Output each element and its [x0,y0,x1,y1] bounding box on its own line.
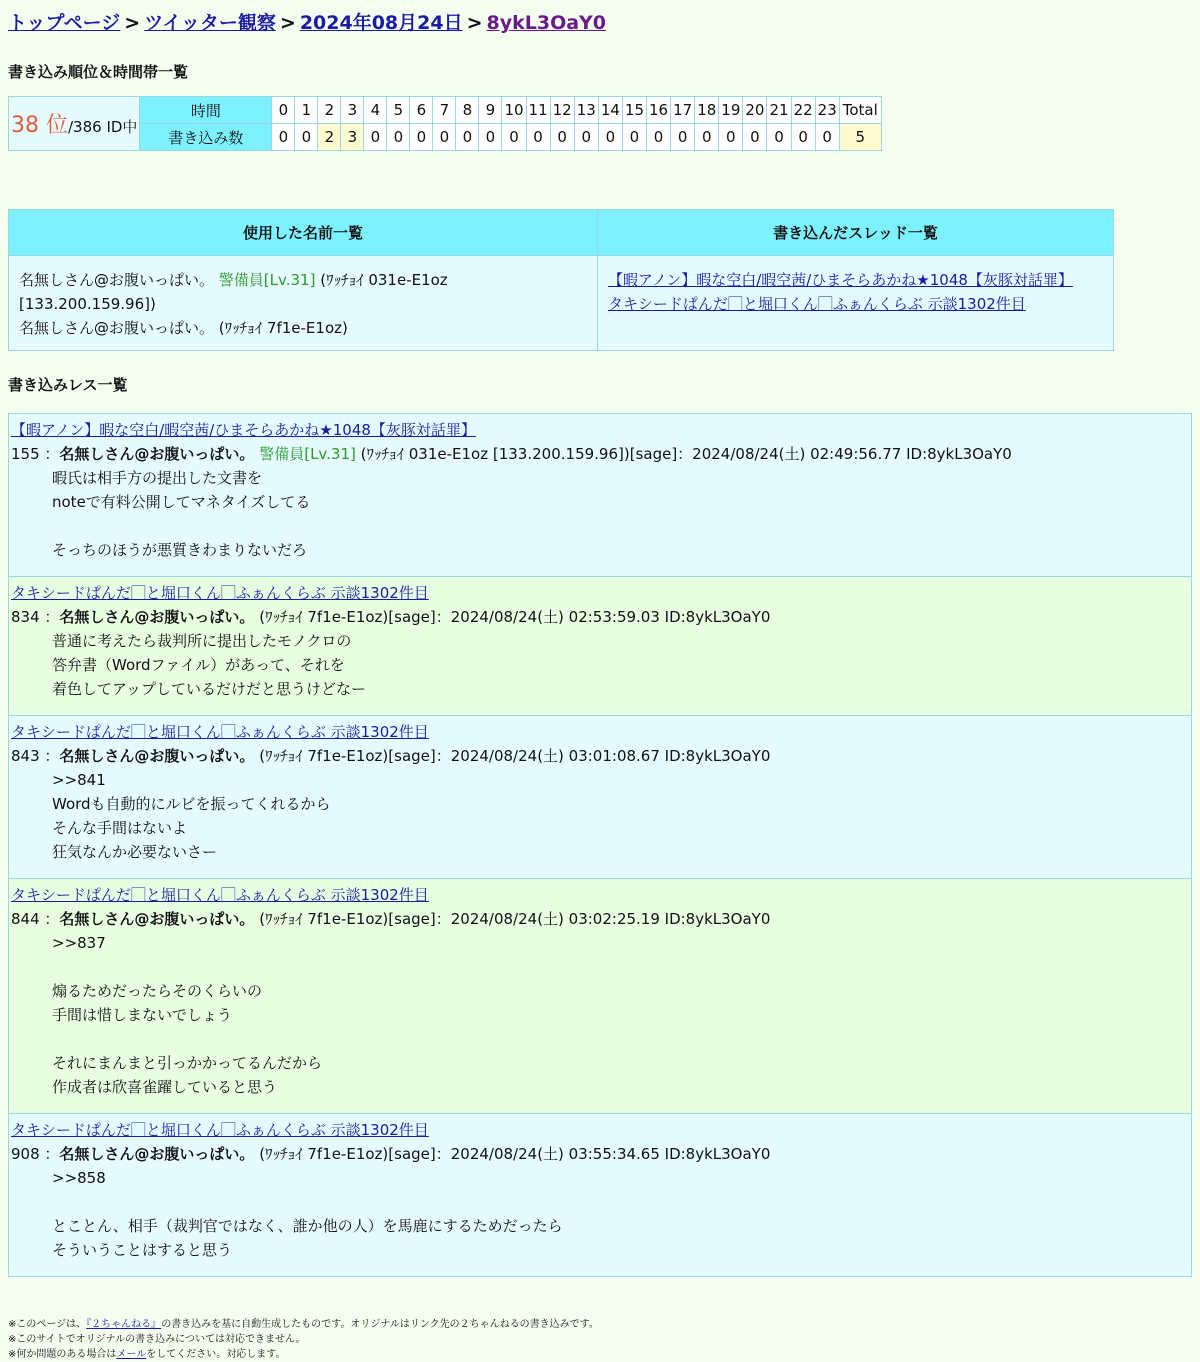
hour-cell: 1 [295,97,318,124]
post-body: >>837 煽るためだったらそのくらいの 手間は惜しまないでしょう それにまんまと引っかかってるんだから 作成者は欣喜雀躍していると思う [52,934,323,1096]
count-cell: 0 [479,124,502,151]
post-body: >>841 Wordも自動的にルビを振ってくれるから そんな手間はないよ 狂気なんか必要ないさー [52,771,331,861]
thread-link[interactable]: タキシードぱんだ⃞と堀口くん⃞ふぁんくらぶ 示談1302件目 [608,295,1026,313]
breadcrumb [8,8,1192,38]
post-number: 834 [11,608,40,626]
count-cell: 0 [410,124,433,151]
post-meta: (ﾜｯﾁｮｲ 7f1e-E1oz)[sage]：2024/08/24(土) 03:01:08.67 ID:8ykL3OaY0 [259,747,771,765]
hour-cell: 14 [598,97,622,124]
count-cell: 0 [647,124,671,151]
footer-text: ※このページは、 [8,1319,87,1330]
count-cell: 0 [598,124,622,151]
count-cell: 0 [526,124,550,151]
footer-text: をしてください。対応します。 [146,1349,286,1360]
count-cell: 0 [456,124,479,151]
post-body: >>858 とことん、相手（裁判官ではなく、誰か他の人）を馬鹿にするためだったら そういうことはすると思う [52,1169,563,1259]
footer-line [8,1317,1192,1332]
post-item: タキシードぱんだ⃞と堀口くん⃞ふぁんくらぶ 示談1302件目 834 ：名無しさん@お腹いっぱい。 (ﾜｯﾁｮｲ 7f1e-E1oz)[sage]：2024/08/24(土) 02:53:59.03 ID:8ykL3OaY0 普通に考えたら裁判所に提出したモノクロの 答弁書（Wordファイル）があって、それを 着色してアップしているだけだと思うけどなー [9,576,1191,715]
post-name: 名無しさん@お腹いっぱい。 [59,445,255,463]
breadcrumb-separator: > [466,12,483,34]
footer-line [8,1347,1192,1362]
hour-cell: 9 [479,97,502,124]
rank-total: /386 ID中 [68,118,138,136]
breadcrumb-separator: > [279,12,296,34]
post-item: タキシードぱんだ⃞と堀口くん⃞ふぁんくらぶ 示談1302件目 843 ：名無しさん@お腹いっぱい。 (ﾜｯﾁｮｲ 7f1e-E1oz)[sage]：2024/08/24(土) 03:01:08.67 ID:8ykL3OaY0 >>841 Wordも自動的にルビを振ってくれるから そんな手間はないよ 狂気なんか必要ないさー [9,715,1191,878]
breadcrumb-top-link[interactable]: トップページ [8,12,121,34]
post-meta: (ﾜｯﾁｮｲ 031e-E1oz [133.200.159.96])[sage]：2024/08/24(土) 02:49:56.77 ID:8ykL3OaY0 [360,445,1012,463]
hour-cell: 20 [743,97,767,124]
count-cell: 0 [815,124,839,151]
post-item: タキシードぱんだ⃞と堀口くん⃞ふぁんくらぶ 示談1302件目 908 ：名無しさん@お腹いっぱい。 (ﾜｯﾁｮｲ 7f1e-E1oz)[sage]：2024/08/24(土) 03:55:34.65 ID:8ykL3OaY0 >>858 とことん、相手（裁判官ではなく、誰か他の人）を馬鹿にするためだったら そういうことはすると思う [9,1113,1191,1276]
count-cell: 0 [387,124,410,151]
count-label: 書き込み数 [140,124,272,151]
footer-2ch-link[interactable]: 『２ちゃんねる』 [86,1319,162,1330]
post-number: 843 [11,747,40,765]
poster-name: 名無しさん@お腹いっぱい。 [19,271,215,289]
ranking-table [8,96,882,151]
poster-name: 名無しさん@お腹いっぱい。 [19,319,215,337]
post-number: 844 [11,910,40,928]
post-item: タキシードぱんだ⃞と堀口くん⃞ふぁんくらぶ 示談1302件目 844 ：名無しさん@お腹いっぱい。 (ﾜｯﾁｮｲ 7f1e-E1oz)[sage]：2024/08/24(土) 03:02:25.19 ID:8ykL3OaY0 >>837 煽るためだったらそのくらいの 手間は惜しまないでしょう それにまんまと引っかかってるんだから 作成者は欣喜雀躍していると思う [9,878,1191,1113]
post-thread-link[interactable]: タキシードぱんだ⃞と堀口くん⃞ふぁんくらぶ 示談1302件目 [11,886,429,904]
thread-link[interactable]: 【暇アノン】暇な空白/暇空茜/ひまそらあかね★1048【灰豚対話罪】 [608,271,1073,289]
hour-cell: 23 [815,97,839,124]
level-badge: 警備員[Lv.31] [259,445,356,463]
count-cell: 0 [364,124,387,151]
post-name: 名無しさん@お腹いっぱい。 [59,608,255,626]
post-name: 名無しさん@お腹いっぱい。 [59,1145,255,1163]
count-cell: 3 [341,124,364,151]
count-cell: 0 [767,124,791,151]
footer-text: の書き込みを基に自動生成したものです。オリジナルはリンク先の２ちゃんねるの書き込みです。 [161,1319,599,1330]
count-cell: 0 [433,124,456,151]
name-entry [19,268,587,316]
post-name: 名無しさん@お腹いっぱい。 [59,747,255,765]
ranking-heading: 書き込み順位＆時間帯一覧 [8,63,189,81]
rank-value: 38 位 [11,113,68,138]
count-cell: 0 [791,124,815,151]
count-cell: 0 [622,124,646,151]
post-thread-link[interactable]: タキシードぱんだ⃞と堀口くん⃞ふぁんくらぶ 示談1302件目 [11,723,429,741]
count-cell: 0 [574,124,598,151]
count-cell: 0 [550,124,574,151]
post-number: 908 [11,1145,40,1163]
hour-cell: 13 [574,97,598,124]
hour-cell: 2 [318,97,341,124]
hour-cell: 15 [622,97,646,124]
footer-text: ※何か問題のある場合は [8,1349,117,1360]
hour-cell: 4 [364,97,387,124]
hour-cell: 6 [410,97,433,124]
breadcrumb-separator: > [124,12,141,34]
poster-info: (ﾜｯﾁｮｲ 031e-E1oz [133.200.159.96]) [19,271,448,313]
time-label: 時間 [140,97,272,124]
hour-cell: 0 [272,97,295,124]
count-cell: 0 [719,124,743,151]
post-thread-link[interactable]: 【暇アノン】暇な空白/暇空茜/ひまそらあかね★1048【灰豚対話罪】 [11,421,476,439]
post-thread-link[interactable]: タキシードぱんだ⃞と堀口くん⃞ふぁんくらぶ 示談1302件目 [11,1121,429,1139]
hour-cell: 16 [647,97,671,124]
summary-table [8,209,1114,351]
hour-cell: 7 [433,97,456,124]
footer [8,1317,1192,1362]
post-thread-link[interactable]: タキシードぱんだ⃞と堀口くん⃞ふぁんくらぶ 示談1302件目 [11,584,429,602]
posts-heading: 書き込みレス一覧 [8,376,128,394]
level-badge: 警備員[Lv.31] [218,271,316,289]
total-label: Total [839,97,881,124]
total-value: 5 [839,124,881,151]
count-cell: 0 [671,124,695,151]
threads-header: 書き込んだスレッド一覧 [598,210,1114,256]
hour-cell: 21 [767,97,791,124]
count-cell: 0 [743,124,767,151]
hour-cell: 11 [526,97,550,124]
hour-cell: 17 [671,97,695,124]
count-cell: 0 [502,124,526,151]
names-cell [9,256,598,351]
hour-cell: 5 [387,97,410,124]
hour-cell: 3 [341,97,364,124]
post-item: 【暇アノン】暇な空白/暇空茜/ひまそらあかね★1048【灰豚対話罪】 155 ：名無しさん@お腹いっぱい。 警備員[Lv.31] (ﾜｯﾁｮｲ 031e-E1oz [133.200.159.96])[sage]：2024/08/24(土) 02:49:56.77 ID:8ykL3OaY0 暇氏は相手方の提出した文書を noteで有料公開してマネタイズしてる そっちのほうが悪質きわまりないだろ [9,414,1191,576]
post-meta: (ﾜｯﾁｮｲ 7f1e-E1oz)[sage]：2024/08/24(土) 02:53:59.03 ID:8ykL3OaY0 [259,608,771,626]
post-meta: (ﾜｯﾁｮｲ 7f1e-E1oz)[sage]：2024/08/24(土) 03:55:34.65 ID:8ykL3OaY0 [259,1145,771,1163]
footer-mail-link[interactable]: メール [116,1349,147,1360]
post-name: 名無しさん@お腹いっぱい。 [59,910,255,928]
count-cell: 0 [272,124,295,151]
count-cell: 2 [318,124,341,151]
hour-cell: 8 [456,97,479,124]
threads-cell [598,256,1114,351]
footer-line: ※このサイトでオリジナルの書き込みについては対応できません。 [8,1334,306,1345]
hour-cell: 12 [550,97,574,124]
breadcrumb-date-link[interactable]: 2024年08月24日 [299,12,463,34]
post-body: 暇氏は相手方の提出した文書を noteで有料公開してマネタイズしてる そっちのほうが悪質きわまりないだろ [52,469,311,559]
poster-info: (ﾜｯﾁｮｲ 7f1e-E1oz) [218,319,348,337]
name-entry [19,316,587,340]
hour-cell: 18 [695,97,719,124]
posts-list [8,413,1192,1277]
breadcrumb-id-link[interactable]: 8ykL3OaY0 [486,12,607,34]
hour-cell: 22 [791,97,815,124]
count-cell: 0 [695,124,719,151]
count-cell: 0 [295,124,318,151]
breadcrumb-board-link[interactable]: ツイッター観察 [144,12,276,34]
post-number: 155 [11,445,40,463]
rank-cell [9,97,140,151]
post-meta: (ﾜｯﾁｮｲ 7f1e-E1oz)[sage]：2024/08/24(土) 03:02:25.19 ID:8ykL3OaY0 [259,910,771,928]
hour-cell: 19 [719,97,743,124]
hour-cell: 10 [502,97,526,124]
post-body: 普通に考えたら裁判所に提出したモノクロの 答弁書（Wordファイル）があって、それを 着色してアップしているだけだと思うけどなー [52,632,366,698]
names-header: 使用した名前一覧 [9,210,598,256]
